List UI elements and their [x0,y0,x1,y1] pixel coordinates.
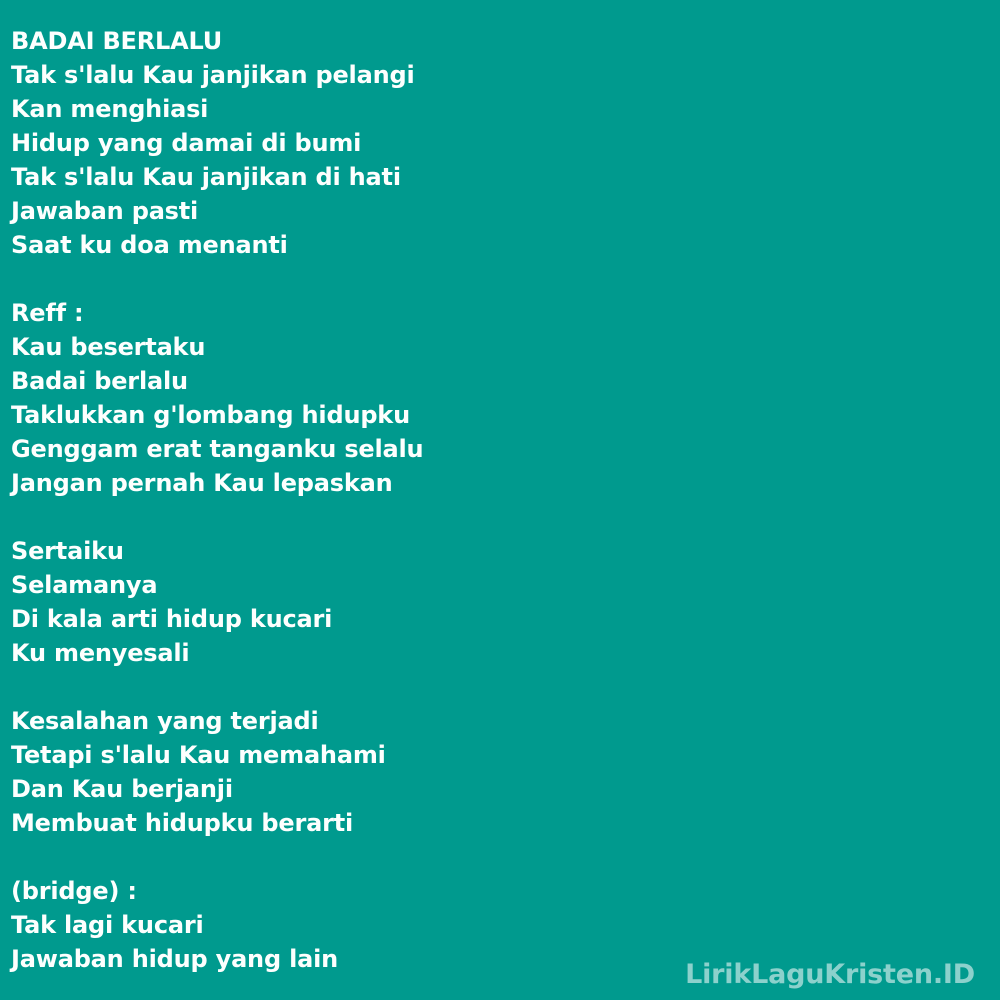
lyric-line: Kan menghiasi [11,95,209,123]
lyric-line: Jangan pernah Kau lepaskan [11,469,393,497]
lyric-line: Selamanya [11,571,158,599]
lyric-line: Jawaban hidup yang lain [11,945,339,973]
lyric-block [11,534,980,670]
lyric-line: Jawaban pasti [11,197,199,225]
lyric-line: Di kala arti hidup kucari [11,605,333,633]
lyric-line: Ku menyesali [11,639,190,667]
lyric-line: Tak s'lalu Kau janjikan di hati [11,163,401,191]
lyric-line: Sertaiku [11,537,124,565]
lyric-line: Badai berlalu [11,367,188,395]
lyric-line: Hidup yang damai di bumi [11,129,362,157]
lyric-line: Taklukkan g'lombang hidupku [11,401,410,429]
lyric-line: Kesalahan yang terjadi [11,707,319,735]
lyric-block [11,704,980,840]
lyric-line: Membuat hidupku berarti [11,809,354,837]
lyric-line: (bridge) : [11,877,137,905]
watermark-brand: LirikLaguKristen.ID [685,959,975,990]
lyric-line: Tetapi s'lalu Kau memahami [11,741,386,769]
lyric-block [11,58,980,262]
lyric-line: Dan Kau berjanji [11,775,233,803]
lyric-line: Reff : [11,299,84,327]
lyric-line: Genggam erat tanganku selalu [11,435,424,463]
lyric-line: Kau besertaku [11,333,206,361]
lyrics-blocks [11,58,980,976]
lyric-line: Tak lagi kucari [11,911,204,939]
lyric-line: Tak s'lalu Kau janjikan pelangi [11,61,415,89]
song-title: BADAI BERLALU [11,27,223,55]
lyric-block [11,296,980,500]
lyric-line: Saat ku doa menanti [11,231,288,259]
